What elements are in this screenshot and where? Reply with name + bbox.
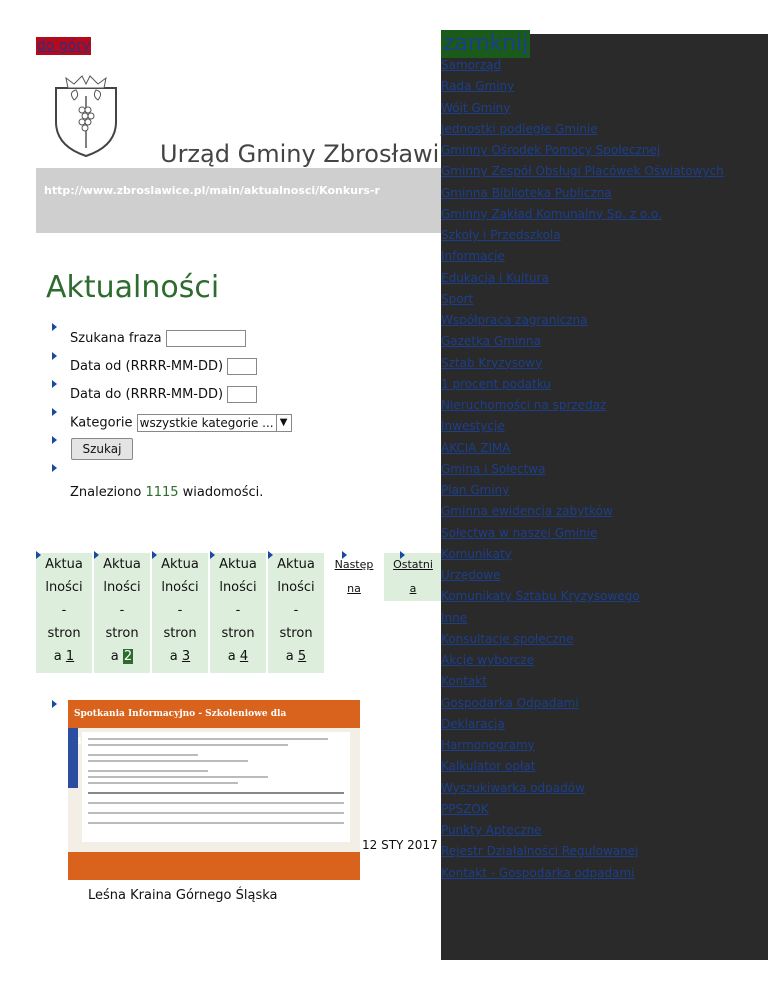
search-phrase-input[interactable] [166, 330, 246, 347]
url-text: http://www.zbroslawice.pl/main/aktualnosci/Konkurs-r [44, 184, 380, 197]
category-label: Kategorie [70, 415, 133, 431]
close-menu-button[interactable]: zamknij [443, 31, 529, 56]
side-menu-item[interactable]: Sztab Kryzysowy [441, 355, 543, 370]
side-menu-item[interactable]: Współpraca zagraniczna [441, 313, 588, 327]
side-menu-item[interactable]: Szkoły i Przedszkola [441, 228, 561, 242]
results-count-value: 1115 [145, 485, 179, 500]
side-menu-item[interactable]: Gminny Zespół Obsługi Placówek Oświatowych [441, 164, 724, 179]
side-menu-item[interactable]: Akcje wyborcze [441, 653, 535, 667]
dropdown-arrow-icon[interactable]: ▼ [276, 414, 292, 432]
side-menu-item[interactable]: Gminny Ośrodek Pomocy Społecznej [441, 143, 661, 157]
bullet-icon [52, 436, 57, 444]
search-phrase-row [70, 330, 246, 347]
bullet-icon [342, 551, 347, 559]
search-submit-button[interactable]: Szukaj [71, 438, 133, 460]
side-menu-item[interactable]: Sołectwa w naszej Gminie [441, 525, 598, 540]
bullet-icon [52, 700, 57, 708]
thumbnail-decoration [68, 728, 78, 788]
news-thumbnail-title: Spotkania Informacyjno - Szkoleniowe dla [68, 700, 360, 728]
bullet-icon [52, 408, 57, 416]
category-select[interactable]: wszystkie kategorie ... [137, 414, 277, 432]
side-menu-item[interactable]: 1 procent podatku [441, 376, 552, 391]
side-menu-item[interactable]: Edukacja i Kultura [441, 270, 549, 285]
page-link-2[interactable]: Aktua lności - stron a 2 [94, 553, 150, 673]
thumbnail-document-body [82, 732, 350, 842]
next-page-link[interactable]: Następ na [326, 553, 382, 601]
bullet-icon [152, 551, 157, 559]
news-date: 12 STY 2017 [362, 838, 438, 852]
news-thumbnail[interactable] [68, 700, 360, 880]
category-row [70, 414, 292, 432]
side-menu-item[interactable]: Jednostki podległe Gminie [441, 121, 598, 136]
side-menu-item[interactable]: Inwestycje [441, 419, 505, 434]
side-menu-item[interactable]: Urzędowe [441, 568, 501, 582]
date-from-label: Data od (RRRR-MM-DD) [70, 359, 224, 374]
page-title: Aktualności [46, 270, 220, 305]
bullet-icon [268, 551, 273, 559]
side-menu-item[interactable]: Gospodarka Odpadami [441, 695, 579, 710]
page-link-1[interactable]: Aktua lności - stron a 1 [36, 553, 92, 673]
bullet-icon [52, 380, 57, 388]
bullet-icon [36, 551, 41, 559]
side-menu-item[interactable]: Informacje [441, 249, 505, 264]
bullet-icon [94, 551, 99, 559]
side-menu-item[interactable]: Rejestr Działalności Regulowanej [441, 844, 639, 859]
side-menu-item[interactable]: Plan Gminy [441, 483, 510, 497]
side-menu-item[interactable]: Konsultacje społeczne [441, 631, 574, 646]
side-menu-item[interactable]: Nieruchomości na sprzedaż [441, 398, 607, 412]
side-menu-item[interactable]: Komunikaty [441, 546, 512, 561]
bullet-icon [400, 551, 405, 559]
site-title: Urząd Gminy Zbrosławi [160, 140, 440, 168]
side-menu-item[interactable]: Sport [441, 291, 474, 306]
bullet-icon [210, 551, 215, 559]
side-menu-item[interactable]: Gminna ewidencja zabytków [441, 504, 613, 519]
side-menu-item[interactable]: Kontakt - Gospodarka odpadami [441, 865, 635, 880]
side-menu-item[interactable]: Wójt Gminy [441, 100, 511, 115]
url-banner [36, 168, 456, 233]
side-menu-item[interactable]: Inne [441, 610, 468, 625]
side-menu-item[interactable]: Wyszukiwarka odpadów [441, 780, 585, 795]
results-count-text: Znaleziono 1115 wiadomości. [70, 485, 264, 500]
side-menu-item[interactable]: Gmina i Sołectwa [441, 461, 546, 476]
page-link-5[interactable]: Aktua lności - stron a 5 [268, 553, 324, 673]
bullet-icon [52, 323, 57, 331]
side-menu-item[interactable]: Gminna Biblioteka Publiczna [441, 185, 612, 200]
side-menu-item[interactable]: Deklaracja [441, 716, 505, 731]
date-to-row [70, 386, 257, 403]
date-to-input[interactable] [227, 386, 257, 403]
date-from-input[interactable] [227, 358, 257, 375]
bullet-icon [52, 352, 57, 360]
side-menu-item[interactable]: Kontakt [441, 674, 487, 689]
news-caption[interactable]: Leśna Kraina Górnego Śląska [88, 888, 278, 903]
side-menu-item[interactable]: AKCJA ZIMA [441, 440, 511, 455]
current-page-indicator: 2 [123, 649, 133, 664]
page-link-3[interactable]: Aktua lności - stron a 3 [152, 553, 208, 673]
side-menu-item[interactable]: Samorząd [441, 58, 502, 72]
coat-of-arms-logo [46, 70, 126, 160]
page-link-4[interactable]: Aktua lności - stron a 4 [210, 553, 266, 673]
side-menu-item[interactable]: Rada Gminy [441, 79, 515, 94]
side-menu-item[interactable]: Gminny Zakład Komunalny Sp. z o.o. [441, 206, 662, 221]
bullet-icon [52, 464, 57, 472]
side-menu-item[interactable]: Gazetka Gminna [441, 334, 541, 349]
date-from-row [70, 358, 257, 375]
side-menu-item[interactable]: Harmonogramy [441, 738, 535, 752]
last-page-link[interactable]: Ostatni a [384, 553, 442, 601]
side-menu-item[interactable]: Kalkulator opłat [441, 759, 536, 774]
search-phrase-label: Szukana fraza [70, 331, 162, 346]
scroll-to-top-link[interactable]: do góry [37, 38, 91, 54]
thumbnail-footer-band [68, 852, 360, 880]
date-to-label: Data do (RRRR-MM-DD) [70, 387, 224, 402]
side-menu-item[interactable]: PPSZOK [441, 801, 489, 816]
side-menu-item[interactable]: Komunikaty Sztabu Kryzysowego [441, 589, 640, 604]
side-menu-item[interactable]: Punkty Apteczne [441, 823, 542, 837]
